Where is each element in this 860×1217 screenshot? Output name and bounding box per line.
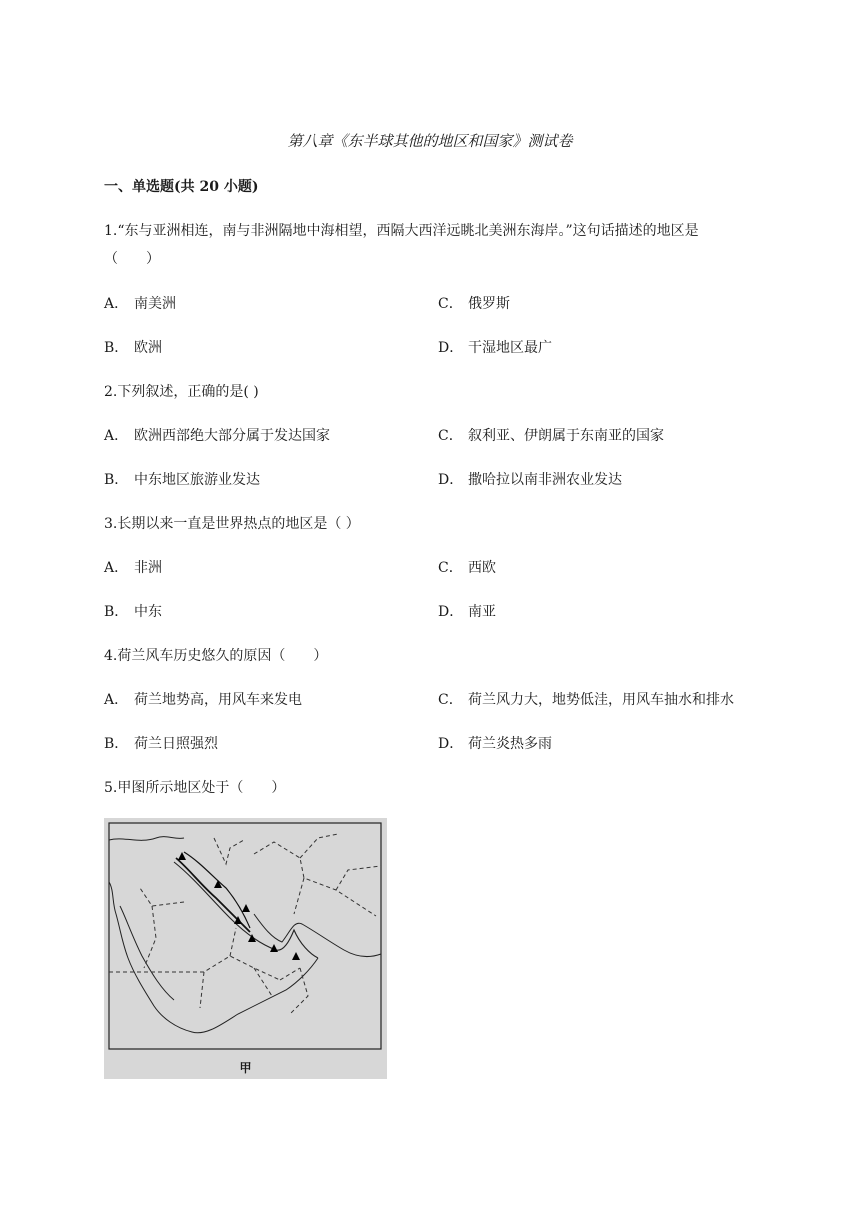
country-borders-iran-north bbox=[214, 834, 381, 916]
option-text: 荷兰地势高，用风车来发电 bbox=[134, 692, 302, 708]
option-letter: C． bbox=[438, 428, 463, 444]
option-text: 南美洲 bbox=[134, 296, 176, 312]
question-1-option-c bbox=[438, 293, 510, 313]
option-letter: A． bbox=[104, 560, 129, 576]
question-4-option-a bbox=[104, 689, 302, 709]
question-2-option-a bbox=[104, 425, 330, 445]
option-letter: D． bbox=[438, 472, 464, 488]
option-text: 欧洲 bbox=[134, 340, 162, 356]
map-frame bbox=[109, 823, 381, 1049]
question-3-option-c bbox=[438, 557, 496, 577]
question-4-option-d bbox=[438, 733, 552, 753]
option-letter: C． bbox=[438, 692, 463, 708]
option-text: 中东地区旅游业发达 bbox=[134, 472, 260, 488]
option-letter: A． bbox=[104, 296, 129, 312]
option-text: 俄罗斯 bbox=[468, 296, 510, 312]
oil-field-icon bbox=[242, 904, 250, 912]
option-letter: B． bbox=[104, 472, 129, 488]
river-tigris bbox=[184, 852, 250, 928]
section-heading: 一、单选题(共 20 小题) bbox=[104, 179, 259, 195]
option-text: 撒哈拉以南非洲农业发达 bbox=[468, 472, 622, 488]
coastline-red-sea-arabia bbox=[109, 882, 318, 1033]
option-letter: A． bbox=[104, 692, 129, 708]
option-letter: C． bbox=[438, 560, 463, 576]
option-text: 荷兰风力大，地势低洼，用风车抽水和排水 bbox=[468, 692, 734, 708]
question-3-option-a bbox=[104, 557, 162, 577]
question-1-option-d bbox=[438, 337, 552, 357]
map-figure bbox=[104, 818, 387, 1079]
question-4-option-c bbox=[438, 689, 734, 709]
option-letter: B． bbox=[104, 736, 129, 752]
question-2-option-d bbox=[438, 469, 622, 489]
question-1-stem-bracket: （ ） bbox=[104, 251, 160, 267]
option-text: 荷兰炎热多雨 bbox=[468, 736, 552, 752]
option-text: 干湿地区最广 bbox=[468, 340, 552, 356]
option-letter: D． bbox=[438, 340, 464, 356]
page-title: 第八章《东半球其他的地区和国家》测试卷 bbox=[287, 132, 573, 150]
option-letter: C． bbox=[438, 296, 463, 312]
question-4-stem: 4.荷兰风车历史悠久的原因（ ） bbox=[104, 648, 328, 664]
question-3-stem: 3.长期以来一直是世界热点的地区是（ ） bbox=[104, 516, 360, 532]
question-3-option-d bbox=[438, 601, 496, 621]
coastline-red-sea-west bbox=[120, 906, 174, 1000]
oil-field-icon bbox=[292, 952, 300, 960]
option-text: 中东 bbox=[134, 604, 162, 620]
option-letter: B． bbox=[104, 604, 129, 620]
question-2-option-c bbox=[438, 425, 664, 445]
option-letter: D． bbox=[438, 736, 464, 752]
option-letter: B． bbox=[104, 340, 129, 356]
question-3-option-b bbox=[104, 601, 162, 621]
option-letter: D． bbox=[438, 604, 464, 620]
question-2-option-b bbox=[104, 469, 260, 489]
option-text: 欧洲西部绝大部分属于发达国家 bbox=[134, 428, 330, 444]
question-4-option-b bbox=[104, 733, 218, 753]
question-1-option-a bbox=[104, 293, 176, 313]
option-letter: A． bbox=[104, 428, 129, 444]
option-text: 南亚 bbox=[468, 604, 496, 620]
coastline-north bbox=[109, 837, 184, 841]
country-borders-arabia bbox=[109, 888, 308, 1014]
option-text: 非洲 bbox=[134, 560, 162, 576]
question-2-stem: 2.下列叙述，正确的是( ) bbox=[104, 384, 259, 400]
question-1-option-b bbox=[104, 337, 162, 357]
option-text: 叙利亚、伊朗属于东南亚的国家 bbox=[468, 428, 664, 444]
question-1-stem: 1.“东与亚洲相连，南与非洲隔地中海相望，西隔大西洋远眺北美洲东海岸。”这句话描述的地区是 bbox=[104, 223, 699, 239]
middle-east-map bbox=[104, 818, 387, 1058]
option-text: 荷兰日照强烈 bbox=[134, 736, 218, 752]
option-text: 西欧 bbox=[468, 560, 496, 576]
map-caption: 甲 bbox=[239, 1061, 252, 1075]
question-5-stem: 5.甲图所示地区处于（ ） bbox=[104, 780, 286, 796]
